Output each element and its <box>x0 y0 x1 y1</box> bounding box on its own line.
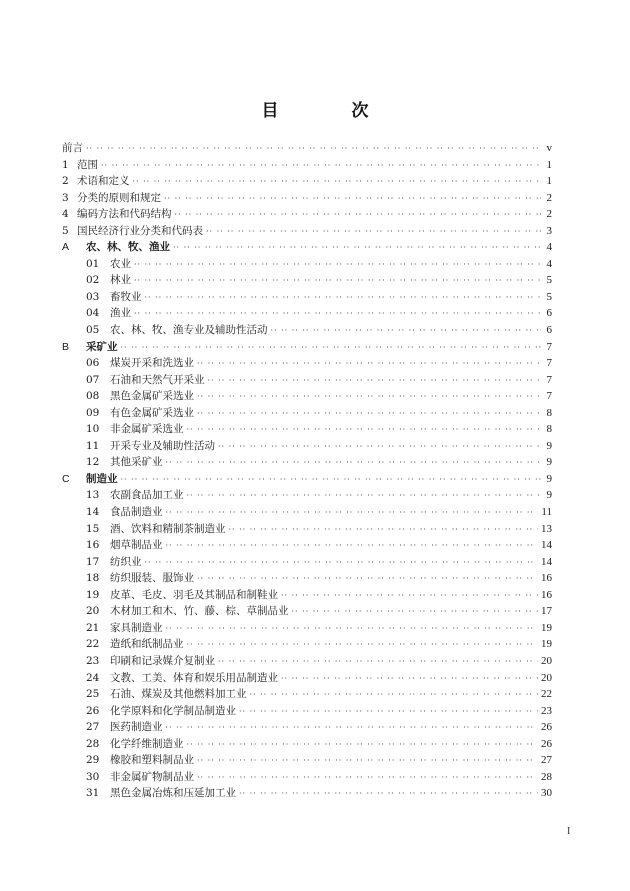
toc-entry-number: 04 <box>86 307 100 320</box>
dot-leader <box>121 340 542 357</box>
toc-entry[interactable] <box>62 736 552 753</box>
toc-entry-number: 21 <box>86 621 100 634</box>
toc-entry[interactable] <box>62 372 552 389</box>
toc-entry-page: 19 <box>541 621 552 634</box>
toc-entry[interactable] <box>62 487 552 504</box>
dot-leader <box>134 257 541 274</box>
dot-leader <box>229 522 539 539</box>
toc-entry-label: 范围 <box>77 158 98 171</box>
toc-entry-label: 农、林、牧、渔业 <box>86 241 170 254</box>
toc-entry[interactable] <box>62 537 552 554</box>
toc-entry-page: 5 <box>546 274 552 287</box>
toc-entry-number: 27 <box>86 721 100 734</box>
toc-entry-number: 4 <box>62 208 69 221</box>
toc-entry[interactable] <box>62 670 552 687</box>
dot-leader <box>121 472 542 489</box>
toc-entry-label: 采矿业 <box>86 340 118 353</box>
toc-entry[interactable] <box>62 570 552 587</box>
toc-entry-label: 畜牧业 <box>110 290 142 303</box>
toc-entry-label: 印刷和记录媒介复制业 <box>110 654 215 667</box>
toc-entry-page: 2 <box>546 191 552 204</box>
toc-entry-page: 5 <box>546 290 552 303</box>
toc-entry-label: 国民经济行业分类和代码表 <box>77 224 203 237</box>
toc-entry[interactable] <box>62 173 552 190</box>
dot-leader <box>206 224 541 241</box>
toc-entry-number: 28 <box>86 737 100 750</box>
toc-entry-page: 16 <box>541 588 552 601</box>
toc-entry-page: 27 <box>541 754 552 767</box>
toc-entry-label: 石油、煤炭及其他燃料加工业 <box>110 688 247 701</box>
dot-leader <box>101 158 541 175</box>
dot-leader <box>175 207 542 224</box>
dot-leader <box>166 720 539 737</box>
dot-leader <box>281 671 538 688</box>
page-title: 目 次 <box>261 101 397 121</box>
toc-entry-page: 1 <box>546 175 552 188</box>
toc-entry-label: 黑色金属矿采选业 <box>110 390 194 403</box>
toc-entry[interactable] <box>62 289 552 306</box>
toc-entry-page: 23 <box>541 704 552 717</box>
toc-entry-page: 20 <box>541 671 552 684</box>
toc-entry[interactable] <box>62 653 552 670</box>
toc-entry-page: 14 <box>541 539 552 552</box>
toc-section-entry[interactable] <box>62 471 552 488</box>
toc-entry[interactable] <box>62 504 552 521</box>
toc-entry[interactable] <box>62 554 552 571</box>
toc-entry-page: 13 <box>541 522 552 535</box>
dot-leader <box>145 555 539 572</box>
toc-entry-number: 25 <box>86 688 100 701</box>
toc-entry-label: 纺织服装、服饰业 <box>110 572 194 585</box>
toc-entry-label: 造纸和纸制品业 <box>110 638 184 651</box>
dot-leader <box>281 588 538 605</box>
toc-entry-number: 2 <box>62 175 69 188</box>
toc-entry[interactable] <box>62 438 552 455</box>
dot-leader <box>197 356 541 373</box>
toc-entry-label: 非金属矿物制品业 <box>110 770 194 783</box>
toc-entry[interactable] <box>62 272 552 289</box>
toc-entry-page: 17 <box>541 605 552 618</box>
toc-entry-number: 01 <box>86 257 100 270</box>
dot-leader <box>166 505 539 522</box>
dot-leader <box>239 786 538 803</box>
toc-entry[interactable] <box>62 140 552 157</box>
page-number: I <box>567 826 571 837</box>
toc-entry-number: 24 <box>86 671 100 684</box>
toc-entry-page: 30 <box>541 787 552 800</box>
dot-leader <box>134 273 541 290</box>
toc-entry-label: 编码方法和代码结构 <box>77 208 172 221</box>
toc-entry-page: 26 <box>541 721 552 734</box>
table-of-contents <box>62 140 552 802</box>
toc-entry-page: 9 <box>546 489 552 502</box>
toc-entry-page: 8 <box>546 423 552 436</box>
toc-entry-label: 酒、饮料和精制茶制造业 <box>110 522 226 535</box>
toc-entry-page: 2 <box>546 208 552 221</box>
dot-leader <box>197 770 538 787</box>
toc-entry-label: 农业 <box>110 257 131 270</box>
toc-entry-number: 02 <box>86 274 100 287</box>
toc-entry-label: 化学纤维制造业 <box>110 737 184 750</box>
toc-section-entry[interactable] <box>62 239 552 256</box>
toc-entry[interactable] <box>62 454 552 471</box>
toc-entry[interactable] <box>62 256 552 273</box>
dot-leader <box>166 455 542 472</box>
toc-entry-label: 前言 <box>62 142 83 154</box>
toc-entry-page: 7 <box>546 357 552 370</box>
toc-entry-label: 开采专业及辅助性活动 <box>110 439 215 452</box>
toc-entry-number: 14 <box>86 506 100 519</box>
toc-entry[interactable] <box>62 157 552 174</box>
toc-entry-label: 皮革、毛皮、羽毛及其制品和制鞋业 <box>110 588 278 601</box>
dot-leader <box>187 637 539 654</box>
toc-entry-number: 13 <box>86 489 100 502</box>
dot-leader <box>133 174 542 191</box>
dot-leader <box>292 604 539 621</box>
toc-entry-number: 30 <box>86 770 100 783</box>
toc-entry-page: 4 <box>546 257 552 270</box>
toc-entry[interactable] <box>62 405 552 422</box>
toc-entry-page: v <box>546 142 552 154</box>
toc-entry-label: 木材加工和木、竹、藤、棕、草制品业 <box>110 605 289 618</box>
toc-entry-label: 黑色金属冶炼和压延加工业 <box>110 787 236 800</box>
dot-leader <box>208 373 542 390</box>
toc-entry-page: 26 <box>541 737 552 750</box>
toc-entry[interactable] <box>62 190 552 207</box>
dot-leader <box>166 621 539 638</box>
toc-entry[interactable] <box>62 421 552 438</box>
toc-entry-number: 12 <box>86 456 100 469</box>
dot-leader <box>145 290 542 307</box>
toc-entry-label: 橡胶和塑料制品业 <box>110 754 194 767</box>
dot-leader <box>271 323 542 340</box>
toc-entry-page: 6 <box>546 307 552 320</box>
toc-entry[interactable] <box>62 388 552 405</box>
toc-entry-label: 制造业 <box>86 472 118 485</box>
dot-leader <box>187 737 539 754</box>
toc-section-entry[interactable] <box>62 339 552 356</box>
toc-entry[interactable] <box>62 206 552 223</box>
dot-leader <box>187 422 542 439</box>
toc-entry-label: 其他采矿业 <box>110 456 163 469</box>
toc-entry[interactable] <box>62 686 552 703</box>
toc-entry-number: 3 <box>62 191 69 204</box>
toc-entry-number: 17 <box>86 555 100 568</box>
dot-leader <box>86 141 541 158</box>
toc-entry-page: 7 <box>546 390 552 403</box>
toc-entry-number: A <box>62 241 70 254</box>
toc-entry-page: 14 <box>541 555 552 568</box>
toc-entry-label: 家具制造业 <box>110 621 163 634</box>
toc-entry[interactable] <box>62 305 552 322</box>
toc-entry-page: 4 <box>546 241 552 254</box>
toc-entry-number: 31 <box>86 787 100 800</box>
toc-entry-label: 医药制造业 <box>110 721 163 734</box>
toc-entry-label: 化学原料和化学制品制造业 <box>110 704 236 717</box>
toc-entry-label: 文教、工美、体育和娱乐用品制造业 <box>110 671 278 684</box>
toc-entry-number: 23 <box>86 654 100 667</box>
dot-leader <box>173 240 541 257</box>
dot-leader <box>218 654 538 671</box>
toc-entry-page: 22 <box>541 688 552 701</box>
toc-entry-number: 15 <box>86 522 100 535</box>
dot-leader <box>197 406 541 423</box>
dot-leader <box>166 538 539 555</box>
toc-entry-page: 9 <box>546 472 552 485</box>
dot-leader <box>197 389 541 406</box>
toc-entry[interactable] <box>62 223 552 240</box>
dot-leader <box>218 439 541 456</box>
toc-entry-label: 纺织业 <box>110 555 142 568</box>
toc-entry-number: 29 <box>86 754 100 767</box>
toc-entry-number: 05 <box>86 324 100 337</box>
toc-entry-number: 09 <box>86 406 100 419</box>
toc-entry-label: 非金属矿采选业 <box>110 423 184 436</box>
toc-entry-label: 有色金属矿采选业 <box>110 406 194 419</box>
toc-entry-number: 19 <box>86 588 100 601</box>
toc-entry-number: 22 <box>86 638 100 651</box>
toc-entry-page: 9 <box>546 456 552 469</box>
toc-entry-page: 7 <box>546 373 552 386</box>
toc-entry[interactable] <box>62 769 552 786</box>
toc-entry-number: 08 <box>86 390 100 403</box>
toc-entry-number: 5 <box>62 224 69 237</box>
toc-entry-number: 26 <box>86 704 100 717</box>
toc-entry[interactable] <box>62 719 552 736</box>
toc-entry-number: 20 <box>86 605 100 618</box>
toc-entry-page: 20 <box>541 654 552 667</box>
toc-entry-number: 16 <box>86 539 100 552</box>
toc-entry[interactable] <box>62 620 552 637</box>
toc-entry[interactable] <box>62 322 552 339</box>
toc-entry-page: 7 <box>546 340 552 353</box>
toc-entry-number: 10 <box>86 423 100 436</box>
toc-entry-page: 19 <box>541 638 552 651</box>
toc-entry[interactable] <box>62 703 552 720</box>
toc-entry-number: C <box>62 472 70 485</box>
toc-entry[interactable] <box>62 785 552 802</box>
toc-entry[interactable] <box>62 603 552 620</box>
toc-entry-label: 渔业 <box>110 307 131 320</box>
toc-entry-label: 食品制造业 <box>110 506 163 519</box>
toc-entry-label: 煤炭开采和洗选业 <box>110 357 194 370</box>
toc-entry-label: 烟草制品业 <box>110 539 163 552</box>
toc-entry-label: 农、林、牧、渔专业及辅助性活动 <box>110 324 268 337</box>
toc-entry-page: 11 <box>541 506 552 519</box>
toc-entry[interactable] <box>62 636 552 653</box>
toc-entry[interactable] <box>62 521 552 538</box>
toc-entry-number: 03 <box>86 290 100 303</box>
toc-entry-number: 1 <box>62 158 69 171</box>
toc-entry-label: 术语和定义 <box>77 175 130 188</box>
toc-entry-page: 28 <box>541 770 552 783</box>
dot-leader <box>250 687 539 704</box>
toc-entry-page: 6 <box>546 324 552 337</box>
dot-leader <box>239 704 538 721</box>
toc-entry-number: 18 <box>86 572 100 585</box>
dot-leader <box>164 191 541 208</box>
toc-entry-page: 8 <box>546 406 552 419</box>
toc-entry-label: 分类的原则和规定 <box>77 191 161 204</box>
toc-entry-number: B <box>62 340 70 353</box>
toc-entry[interactable] <box>62 355 552 372</box>
toc-entry[interactable] <box>62 587 552 604</box>
toc-entry-label: 农副食品加工业 <box>110 489 184 502</box>
toc-entry-label: 林业 <box>110 274 131 287</box>
toc-entry-label: 石油和天然气开采业 <box>110 373 205 386</box>
toc-entry[interactable] <box>62 752 552 769</box>
toc-entry-page: 9 <box>546 439 552 452</box>
dot-leader <box>134 306 541 323</box>
toc-entry-number: 06 <box>86 357 100 370</box>
dot-leader <box>197 571 538 588</box>
dot-leader <box>187 488 542 505</box>
toc-entry-page: 16 <box>541 572 552 585</box>
toc-entry-page: 1 <box>546 158 552 171</box>
toc-entry-page: 3 <box>546 224 552 237</box>
toc-entry-number: 07 <box>86 373 100 386</box>
toc-entry-number: 11 <box>86 439 100 452</box>
dot-leader <box>197 753 538 770</box>
